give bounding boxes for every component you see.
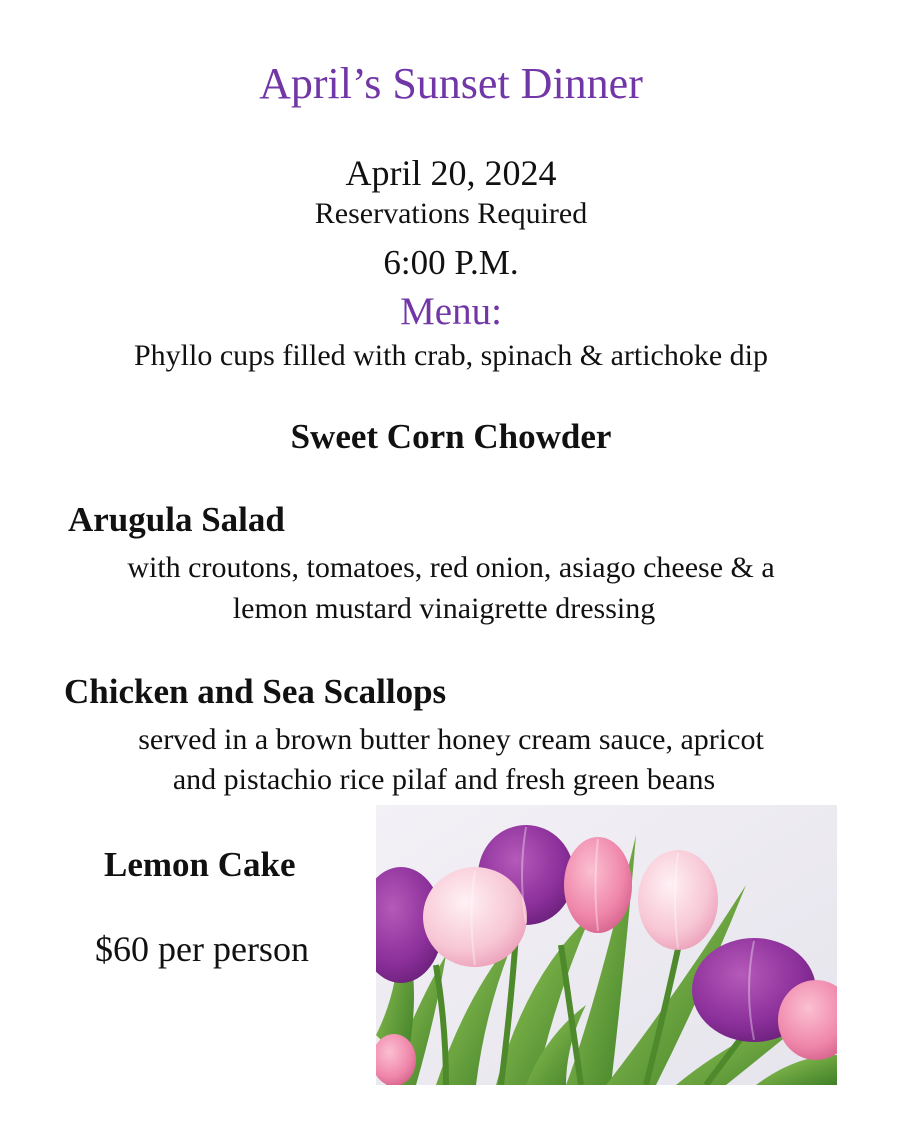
salad-description-line1: with croutons, tomatoes, red onion, asiago cheese & a — [127, 551, 775, 584]
event-date: April 20, 2024 — [345, 153, 557, 193]
tulip-bouquet-photo — [376, 805, 837, 1085]
price-per-person: $60 per person — [95, 929, 309, 969]
entree-description-line2: and pistachio rice pilaf and fresh green beans — [172, 763, 716, 796]
soup-item: Sweet Corn Chowder — [290, 417, 612, 456]
menu-heading: Menu: — [400, 290, 502, 333]
event-time: 6:00 P.M. — [383, 243, 519, 282]
entree-description-line1: served in a brown butter honey cream sauce, apricot — [138, 723, 764, 756]
appetizer-item: Phyllo cups filled with crab, spinach & artichoke dip — [133, 339, 769, 372]
salad-description-line2: lemon mustard vinaigrette dressing — [232, 592, 656, 625]
dessert-item: Lemon Cake — [104, 845, 296, 884]
reservations-note: Reservations Required — [314, 197, 588, 230]
event-title: April’s Sunset Dinner — [259, 59, 643, 108]
entree-name: Chicken and Sea Scallops — [64, 672, 447, 711]
salad-name: Arugula Salad — [68, 500, 285, 539]
